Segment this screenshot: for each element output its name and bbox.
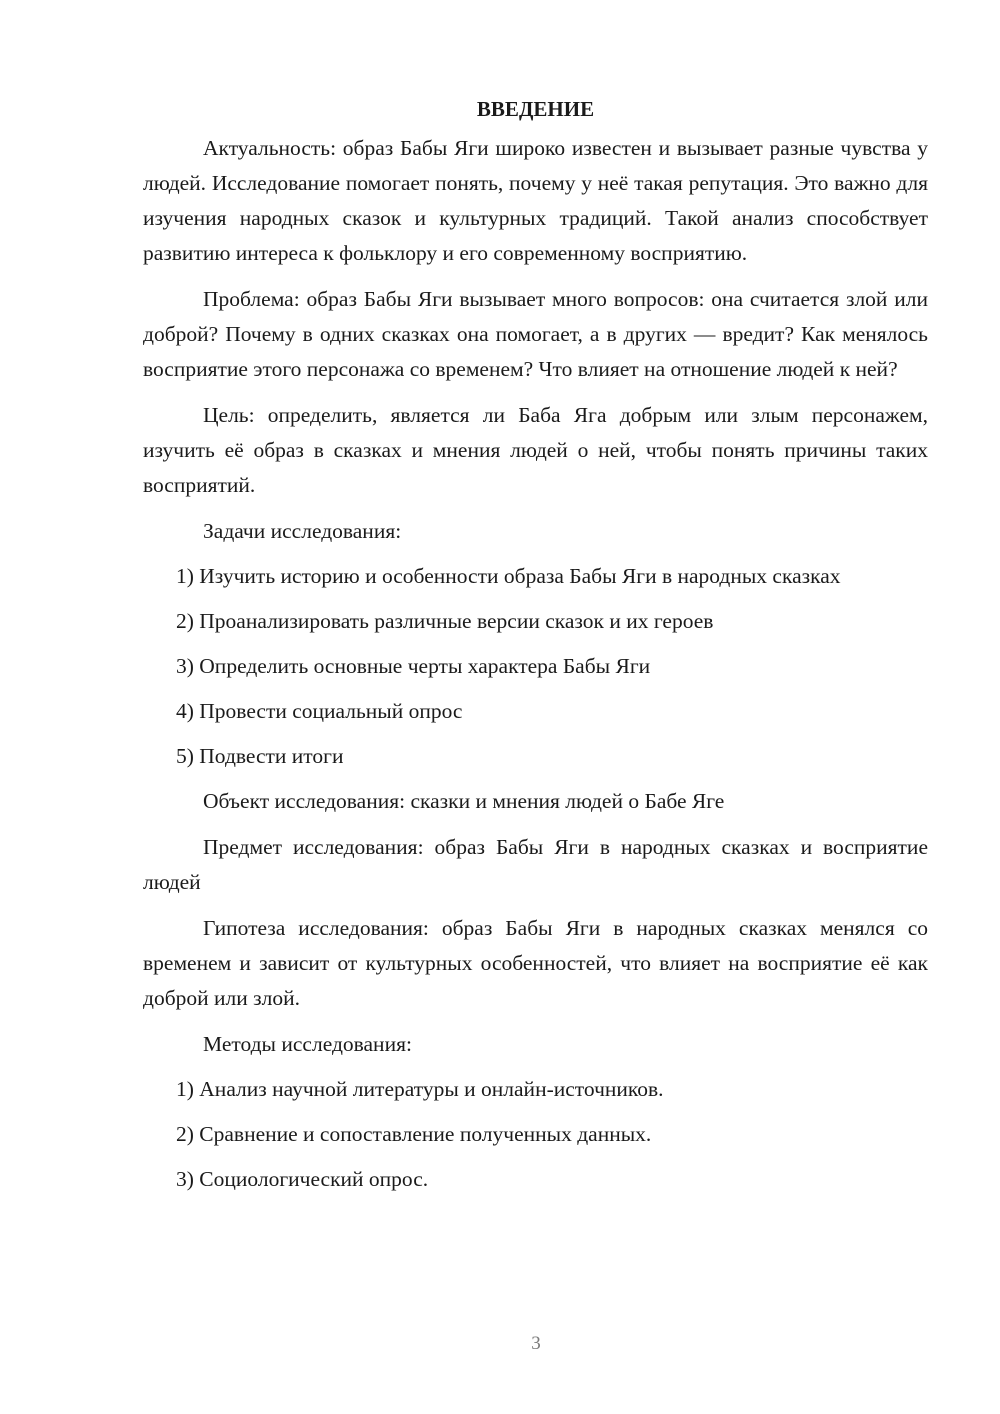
hypothesis-paragraph: Гипотеза исследования: образ Бабы Яги в народных сказках менялся со временем и зависит от культурных особенностей, что влияет на восприятие её как доброй или злой. [143,916,928,1010]
document-page [143,92,928,1207]
list-item: 3) Определить основные черты характера Бабы Яги [176,654,651,678]
subject-paragraph: Предмет исследования: образ Бабы Яги в народных сказках и восприятие людей [143,835,928,894]
list-item: 2) Проанализировать различные версии сказок и их героев [176,609,714,633]
list-item: 1) Изучить историю и особенности образа Бабы Яги в народных сказках [176,564,841,588]
object-paragraph: Объект исследования: сказки и мнения людей о Бабе Яге [203,789,725,813]
list-item: 1) Анализ научной литературы и онлайн-источников. [176,1077,664,1101]
page-number: 3 [531,1333,541,1354]
list-item: 5) Подвести итоги [176,744,344,768]
list-item: 3) Социологический опрос. [176,1167,429,1191]
list-item: 2) Сравнение и сопоставление полученных данных. [176,1122,652,1146]
tasks-list [143,559,928,774]
page-title: ВВЕДЕНИЕ [476,97,595,121]
relevance-paragraph: Актуальность: образ Бабы Яги широко известен и вызывает разные чувства у людей. Исследование помогает понять, почему у неё такая репутация. Это важно для изучения народных сказок и культурных традиций. Такой анализ способствует развитию интереса к фольклору и его современному восприятию. [143,136,928,265]
list-item: 4) Провести социальный опрос [176,699,463,723]
problem-paragraph: Проблема: образ Бабы Яги вызывает много вопросов: она считается злой или доброй? Почему в одних сказках она помогает, а в других — вредит? Как менялось восприятие этого персонажа со временем? Что влияет на отношение людей к ней? [143,287,928,381]
methods-heading: Методы исследования: [203,1032,412,1056]
goal-paragraph: Цель: определить, является ли Баба Яга добрым или злым персонажем, изучить её образ в сказках и мнения людей о ней, чтобы понять причины таких восприятий. [143,403,928,497]
tasks-heading: Задачи исследования: [203,519,402,543]
methods-list [143,1072,928,1197]
